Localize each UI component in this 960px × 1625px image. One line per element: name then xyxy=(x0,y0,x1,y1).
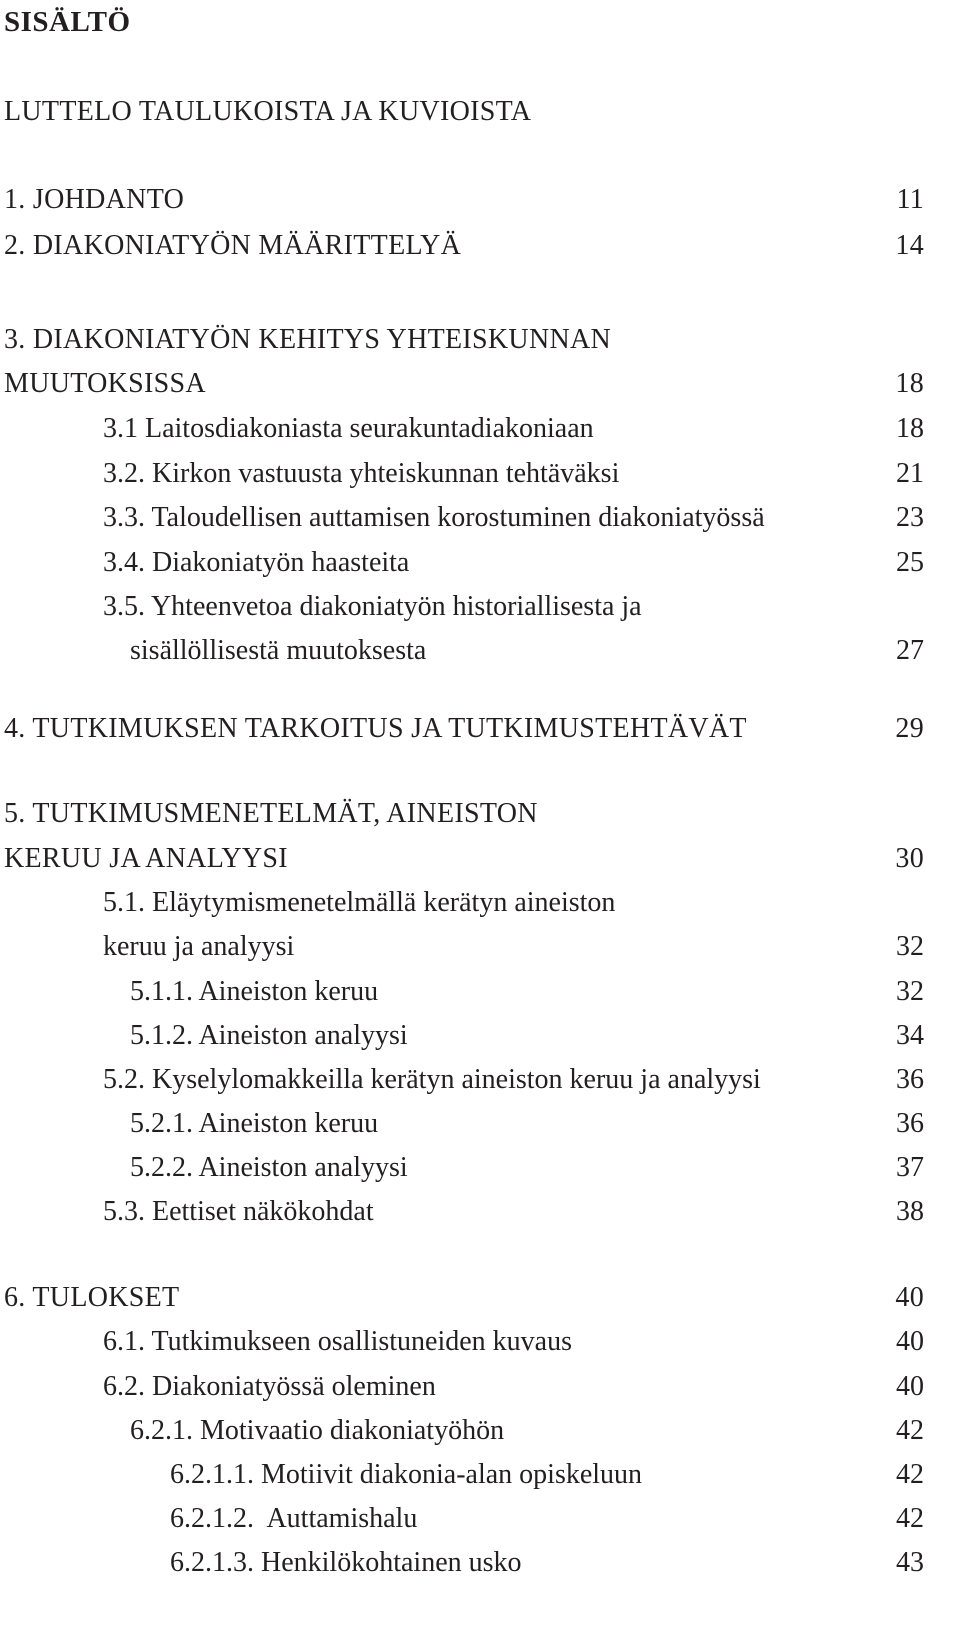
toc-entry-section-5-1-line-1[interactable] xyxy=(0,881,960,925)
toc-entry-section-5-2-1[interactable] xyxy=(0,1102,960,1146)
toc-entry-label: 3.1 Laitosdiakoniasta seurakuntadiakoniaan xyxy=(103,413,594,444)
toc-page-number: 38 xyxy=(896,1196,924,1227)
toc-entry-label: 5.1.1. Aineiston keruu xyxy=(130,976,379,1007)
page-title: SISÄLTÖ xyxy=(4,6,131,38)
toc-entry-label: LUTTELO TAULUKOISTA JA KUVIOISTA xyxy=(4,96,532,127)
toc-entry-label: keruu ja analyysi xyxy=(103,931,295,962)
toc-entry-section-5-1-line-2[interactable] xyxy=(0,925,960,969)
toc-page-number: 21 xyxy=(896,458,924,489)
toc-entry-chapter-1[interactable] xyxy=(0,178,960,222)
toc-page-number: 25 xyxy=(896,547,924,578)
toc-page-number: 43 xyxy=(896,1547,924,1578)
toc-entry-label: 5.2. Kyselylomakkeilla kerätyn aineiston keruu ja analyysi xyxy=(103,1064,761,1095)
toc-entry-label: 5.3. Eettiset näkökohdat xyxy=(103,1196,374,1227)
toc-entry-section-5-2-2[interactable] xyxy=(0,1146,960,1190)
toc-entry-label: 6.2.1. Motivaatio diakoniatyöhön xyxy=(130,1415,505,1446)
toc-page-number: 37 xyxy=(896,1152,924,1183)
toc-page-number: 29 xyxy=(895,713,924,744)
toc-entry-label: 3. DIAKONIATYÖN KEHITYS YHTEISKUNNAN xyxy=(4,324,612,355)
toc-entry-section-6-1[interactable] xyxy=(0,1320,960,1364)
toc-entry-chapter-5-line-2[interactable] xyxy=(0,837,960,881)
toc-entry-chapter-4[interactable] xyxy=(0,707,960,751)
toc-entry-label: 2. DIAKONIATYÖN MÄÄRITTELYÄ xyxy=(4,230,462,261)
toc-entry-section-5-2[interactable] xyxy=(0,1058,960,1102)
toc-entry-label: 6.2. Diakoniatyössä oleminen xyxy=(103,1371,436,1402)
toc-entry-label: 6. TULOKSET xyxy=(4,1282,180,1313)
toc-entry-label: 6.1. Tutkimukseen osallistuneiden kuvaus xyxy=(103,1326,572,1357)
toc-entry-label: 6.2.1.3. Henkilökohtainen usko xyxy=(170,1547,522,1578)
toc-entry-chapter-3-line-1[interactable] xyxy=(0,318,960,362)
toc-entry-label: 5.1. Eläytymismenetelmällä kerätyn aineiston xyxy=(103,887,616,918)
toc-page-number: 36 xyxy=(896,1108,924,1139)
toc-page-number: 34 xyxy=(896,1020,924,1051)
toc-entry-label: 5.2.1. Aineiston keruu xyxy=(130,1108,379,1139)
toc-page-number: 11 xyxy=(896,184,924,215)
toc-entry-label: 6.2.1.1. Motiivit diakonia-alan opiskeluun xyxy=(170,1459,643,1490)
toc-entry-section-6-2-1-3[interactable] xyxy=(0,1541,960,1585)
toc-page-number: 36 xyxy=(896,1064,924,1095)
toc-entry-section-6-2[interactable] xyxy=(0,1365,960,1409)
toc-entry-section-5-1-2[interactable] xyxy=(0,1014,960,1058)
toc-entry-section-3-4[interactable] xyxy=(0,541,960,585)
toc-entry-label: 3.5. Yhteenvetoa diakoniatyön historiallisesta ja xyxy=(103,591,642,622)
toc-entry-section-3-5-line-1[interactable] xyxy=(0,585,960,629)
toc-entry-chapter-2[interactable] xyxy=(0,224,960,268)
toc-page-number: 32 xyxy=(896,976,924,1007)
toc-page-number: 40 xyxy=(896,1371,924,1402)
toc-page-number: 14 xyxy=(895,230,924,261)
toc-entry-section-6-2-1-2[interactable] xyxy=(0,1497,960,1541)
toc-entry-label: 5.1.2. Aineiston analyysi xyxy=(130,1020,408,1051)
toc-page-number: 27 xyxy=(896,635,924,666)
toc-entry-section-6-2-1[interactable] xyxy=(0,1409,960,1453)
toc-entry-label: 3.2. Kirkon vastuusta yhteiskunnan tehtäväksi xyxy=(103,458,620,489)
toc-page-number: 32 xyxy=(896,931,924,962)
toc-page-number: 23 xyxy=(896,502,924,533)
toc-entry-label: 6.2.1.2. Auttamishalu xyxy=(170,1503,418,1534)
toc-page-number: 18 xyxy=(895,368,924,399)
toc-page-number: 30 xyxy=(895,843,924,874)
toc-entry-chapter-5-line-1[interactable] xyxy=(0,792,960,836)
toc-page-number: 42 xyxy=(896,1459,924,1490)
toc-entry-label: 5.2.2. Aineiston analyysi xyxy=(130,1152,408,1183)
toc-page-number: 40 xyxy=(896,1326,924,1357)
toc-entry-label: 3.4. Diakoniatyön haasteita xyxy=(103,547,410,578)
toc-entry-section-6-2-1-1[interactable] xyxy=(0,1453,960,1497)
toc-entry-label: KERUU JA ANALYYSI xyxy=(4,843,288,874)
toc-entry-list-of-tables[interactable] xyxy=(0,90,960,134)
toc-entry-section-3-1[interactable] xyxy=(0,407,960,451)
toc-entry-section-5-1-1[interactable] xyxy=(0,970,960,1014)
toc-entry-label: 5. TUTKIMUSMENETELMÄT, AINEISTON xyxy=(4,798,538,829)
toc-entry-section-3-2[interactable] xyxy=(0,452,960,496)
toc-entry-label: 1. JOHDANTO xyxy=(4,184,185,215)
toc-entry-label: 4. TUTKIMUKSEN TARKOITUS JA TUTKIMUSTEHTÄVÄT xyxy=(4,713,747,744)
toc-entry-section-5-3[interactable] xyxy=(0,1190,960,1234)
toc-page-number: 18 xyxy=(896,413,924,444)
toc-page-number: 42 xyxy=(896,1503,924,1534)
toc-entry-section-3-5-line-2[interactable] xyxy=(0,629,960,673)
toc-entry-label: MUUTOKSISSA xyxy=(4,368,206,399)
toc-entry-chapter-3-line-2[interactable] xyxy=(0,362,960,406)
toc-page-number: 40 xyxy=(895,1282,924,1313)
toc-entry-label: 3.3. Taloudellisen auttamisen korostuminen diakoniatyössä xyxy=(103,502,765,533)
toc-entry-section-3-3[interactable] xyxy=(0,496,960,540)
toc-entry-chapter-6[interactable] xyxy=(0,1276,960,1320)
toc-entry-label: sisällöllisestä muutoksesta xyxy=(130,635,427,666)
toc-page-number: 42 xyxy=(896,1415,924,1446)
